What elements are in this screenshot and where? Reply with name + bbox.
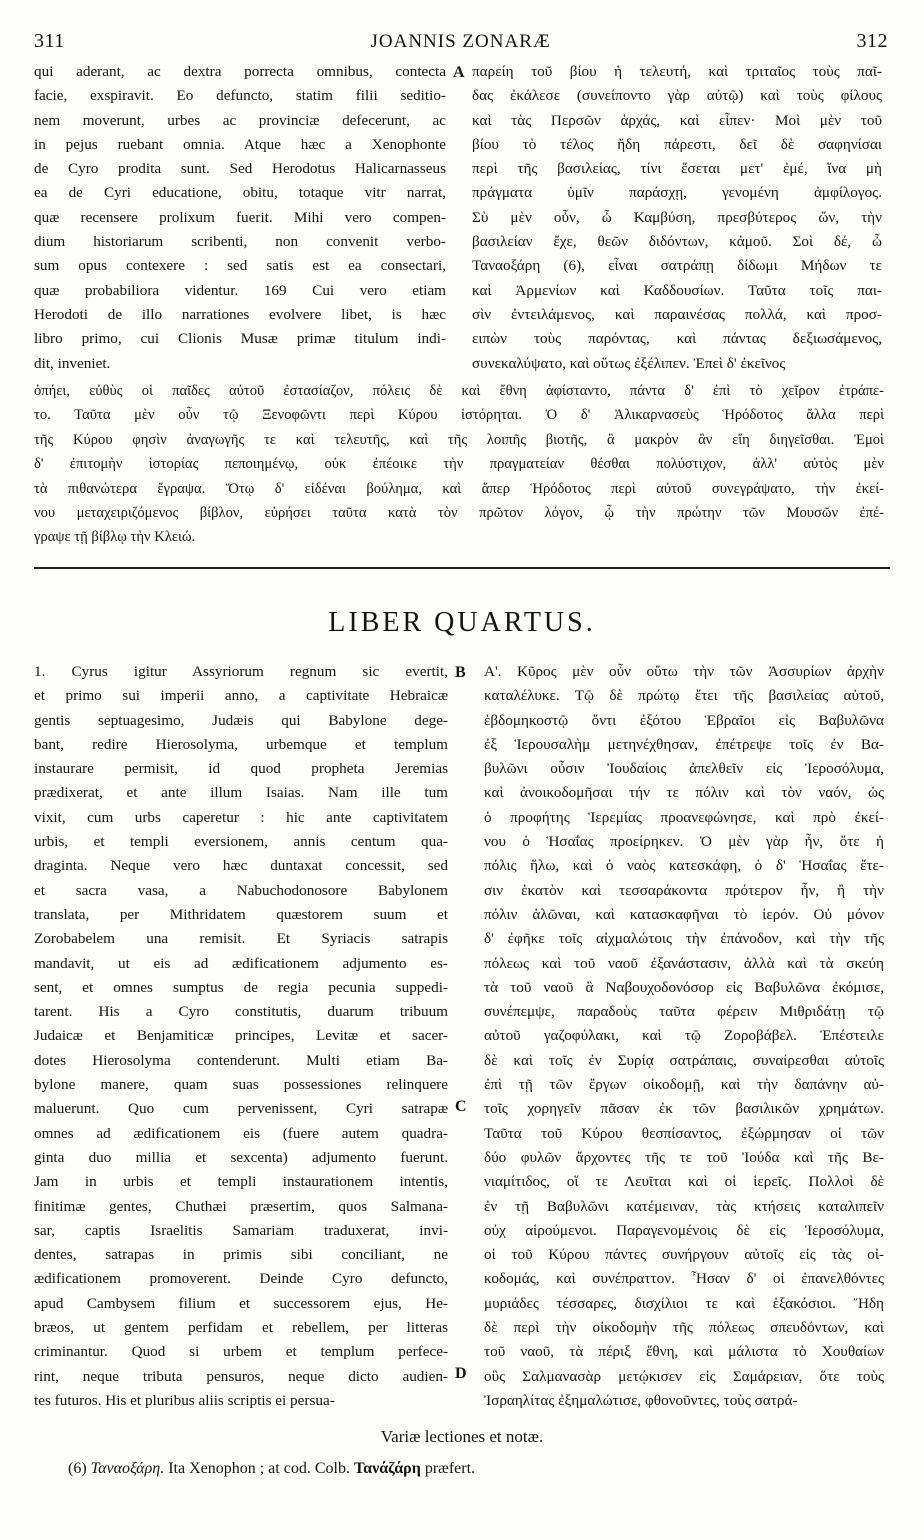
text-line: in pejus ruebant omnia. Atque hæc a Xenophonte [34,135,446,153]
text-line: δὲ περὶ τὴν οἰκοδομὴν τῆς πόλεως σπευδόντων, καὶ [484,1319,884,1337]
text-line: δ' ἐφῆκε τοῖς αἰχμαλώτοις τὴν ἐπάνοδον, καὶ τὴν τῆς [484,930,884,948]
greek-column-lower [484,660,884,1413]
text-line: dotes Hierosolyma contenderunt. Multi etiam Ba- [34,1051,448,1069]
text-line: et sacra vasa, a Nabuchodonosore Babylonem [34,881,448,899]
page-number-left: 311 [34,30,65,52]
text-line: ἑβδομηκοστῷ ὄντι ἐξότου Ἑβραῖοι εἰς Βαβυλῶνα [484,711,884,729]
footnote-text: Ita Xenophon ; at cod. Colb. [168,1460,350,1477]
text-line: draginta. Neque vero hæc duntaxat concessit, sed [34,857,448,875]
text-line: πόλεως καὶ τοῦ ναοῦ ἐξανάστασιν, ἀλλὰ καὶ τὰ σκεύη [484,954,884,972]
text-line: Jam in urbis et templi instaurationem intentis, [34,1173,448,1191]
text-line: τῆς Κύρου φησὶν ἀναγωγῆς τε καὶ τελευτῆς, καὶ τῆς λοιπῆς βιοτῆς, ἃ μακρὸν ἂν εἴη διηγεῖσθαι. Ἐμοὶ [34,431,884,448]
text-line: μυριάδες τέσσαρες, δισχίλιοι τε καὶ ἑξακόσιοι. Ἤδη [484,1294,884,1312]
text-line: de Cyro prodita sunt. Sed Herodotus Halicarnasseus [34,160,446,178]
text-line: σὶν ἐντειλάμενος, καὶ παραινέσας πολλά, καὶ προσ- [472,305,882,323]
text-line: mandavit, ut eis ad ædificationem adjumento es- [34,954,448,972]
text-line: καὶ τὰς Περσῶν ἀρχάς, καὶ εἶπεν· Μοὶ μὲν τοῦ [472,111,882,129]
text-line: criminantur. Quod si urbem et templum perfece- [34,1343,448,1361]
text-line: tarent. His a Cyro constitutis, duarum tribuum [34,1003,448,1021]
text-line: Ταναοξάρη (6), εἶναι σατράπῃ δίδωμι Μήδων τε [472,257,882,275]
text-line: bræos, ut gentem perfidam et rebellem, per litteras [34,1319,448,1337]
text-line: ædificationem promoverent. Deinde Cyro defuncto, [34,1270,448,1288]
footnote-end: præfert. [424,1460,476,1477]
text-line: καὶ Ἀρμενίων καὶ Καδδουσίων. Ταῦτα τοῖς παι- [472,281,882,299]
text-line: sum opus contexere : sed satis est ea consectari, [34,257,446,275]
margin-marker-c: C [455,1098,467,1115]
text-line: δὲ καὶ τοῖς ἐν Συρίᾳ σατράπαις, συναίρεσθαι αὐτοῖς [484,1051,884,1069]
text-line: sar, captis Israelitis Samariam traduxerat, invi- [34,1221,448,1239]
text-line: συνέπεμψε, παραδοὺς ταῦτα φέρειν Μιθριδάτῃ τῷ [484,1003,884,1021]
text-line: quæ recensere prolixum fuerit. Mihi vero compen- [34,208,446,226]
text-line: ἐπὶ τῇ τῶν ἔργων οἰκοδομῇ, καὶ τὴν δαπάνην αὐ- [484,1076,884,1094]
text-line: ἐξ Ἱερουσαλὴμ μετηνέχθησαν, ἐπέτρεψε τοῖς ἐν Βα- [484,735,884,753]
text-line: νου μεταχειριζόμενος βίβλον, εὑρήσει ταῦτα κατὰ τὸν πρῶτον λόγον, ᾧ τὴν πρώτην τῶν Μουσῶν ἐπέ- [34,504,884,521]
text-line: γραψε τῇ βίβλῳ τὴν Κλειώ. [34,529,196,546]
running-title: JOANNIS ZONARÆ [370,31,551,52]
text-line: Σὺ μὲν οὖν, ὦ Καμβύση, πρεσβύτερος ὤν, τὴν [472,208,882,226]
text-line: quæ probabiliora videntur. 169 Cui vero etiam [34,281,446,299]
text-line: παρείη τοῦ βίου ἡ τελευτή, καὶ τριταῖος τοὺς παῖ- [472,63,882,80]
text-line: nem moverunt, urbes ac provinciæ defecerunt, ac [34,111,446,129]
text-line: prædixerat, et ante illum Isaias. Nam ille tum [34,784,448,802]
margin-marker-a: A [453,64,465,81]
footnote [68,1460,475,1478]
text-line: apud Cambysem filium et successorem ejus, He- [34,1294,448,1312]
text-line: omnes ad ædificationem eis (fuere autem quadra- [34,1124,448,1142]
text-line: τὰ τοῦ ναοῦ ἃ Ναβουχοδονόσορ εἰς Βαβυλῶνα ἐκόμισε, [484,978,884,996]
text-line: ἐν τῇ Βαβυλῶνι κατέμειναν, τὰς κτήσεις καταλιπεῖν [484,1197,884,1215]
footnote-variant: Τανάζάρη [353,1460,421,1477]
text-line: τοῖς χορηγεῖν πᾶσαν ἐκ τῶν βασιλικῶν χρημάτων. [484,1100,884,1118]
running-header [34,30,888,56]
text-line: 1. Cyrus igitur Assyriorum regnum sic evertit, [34,663,448,680]
text-line: συνεκαλύψατο, καὶ οὕτως ἐξέλιπεν. Ἐπεὶ δ' ἐκεῖνος [472,354,786,372]
text-line: Zorobabelem una remisit. Et Syriacis satrapis [34,930,448,948]
text-line: το. Ταῦτα μὲν οὖν τῷ Ξενοφῶντι περὶ Κύρου ἱστόρηται. Ὁ δ' Ἀλικαρνασεὺς Ἡρόδοτος ἄλλα περὶ [34,407,884,424]
text-line: βασιλείαν ἔχε, θεῶν διδόντων, κἀμοῦ. Σοὶ δέ, ὦ [472,233,882,251]
text-line: qui aderant, ac dextra porrecta omnibus, contecta [34,63,446,80]
text-line: οὐχ αἱρούμενοι. Παραγενομένοις δὲ εἰς Ἱεροσόλυμα, [484,1221,884,1239]
text-line: Ταῦτα τοῦ Κύρου θεσπίσαντος, ἐξώρμησαν οἱ τῶν [484,1124,884,1142]
text-line: ὁ προφήτης Ἱερεμίας προανεφώνησε, καὶ πρὸ ἐκεί- [484,808,884,826]
text-line: urbis, et templi eversionem, annis centum qua- [34,833,448,851]
text-line: dentes, satrapas in primis sibi conciliant, ne [34,1246,448,1264]
footnote-number: (6) [68,1460,87,1477]
text-line: Ἰσραηλίτας ἐξημαλώτισε, φθονοῦντες, τοὺς σατρά- [484,1391,798,1409]
text-line: κοδομάς, καὶ συνέπραττον. Ἦσαν δ' οἱ ἐπανελθόντες [484,1270,884,1288]
text-line: bant, redire Hierosolyma, urbemque et templum [34,735,448,753]
text-line: instaurare permisit, id quod propheta Jeremias [34,760,448,778]
text-line: πράγματα ὑμῖν παράσχῃ, γενομένη ἀμφίλογος. [472,184,882,202]
text-line: δ' ἐπιτομὴν ἱστορίας πεποιημένῳ, οὐκ ἐπέοικε τὴν πραγματείαν θέσθαι πολύστιχον, ἀλλ' αὐτὸς μὲν [34,456,884,473]
text-line: translata, per Mithridatem quæstorem suum et [34,905,448,923]
text-line: αὐτοῦ γαζοφύλακι, καὶ τῷ Ζοροβάβελ. Ἐπέστειλε [484,1027,884,1045]
text-line: οὓς Σαλμανασὰρ μετῴκισεν εἰς Σαμάρειαν, ὅτε τοὺς [484,1367,884,1385]
text-line: Judaicæ et Benjamiticæ principes, Levitæ et sacer- [34,1027,448,1045]
text-line: facie, exspiravit. Eo defuncto, statim filii seditio- [34,87,446,105]
text-line: τὰ πιθανώτερα ἔγραψα. Ὅτῳ δ' εἰδέναι βούλημα, καὶ ἅπερ Ἡρόδοτος περὶ αὐτοῦ συνεγράψατο, τὴν ἐκεί- [34,480,884,497]
text-line: sent, et omnes sumptus de regia pecunia suppedi- [34,978,448,996]
page-number-right: 312 [856,30,888,52]
text-line: νου ὁ Ἡσαΐας προείρηκεν. Ὁ μὲν γὰρ ἦν, ὅτε ἡ [484,833,884,851]
text-line: πόλιν ἁλῶναι, καὶ κατασκαφῆναι τὸ ἱερόν. Οὐ μόνον [484,905,884,923]
text-line: Α'. Κῦρος μὲν οὖν οὕτω τὴν τῶν Ἀσσυρίων ἀρχὴν [484,663,884,680]
section-divider [34,567,890,569]
text-line: τοῦ ναοῦ, τὰ πέριξ ἔθνη, καὶ μάλιστα τὸ Χουθαίων [484,1343,884,1361]
margin-marker-b: B [455,664,466,681]
text-line: καταλέλυκε. Τῷ δὲ πρώτῳ ἔτει τῆς βασιλείας αὐτοῦ, [484,687,884,705]
text-line: dium historiarum scribenti, non convenit verbo- [34,233,446,251]
text-line: finitimæ gentes, Chuthæi præsertim, quos Salmana- [34,1197,448,1215]
text-line: καὶ ἀνοικοδομῆσαι τήν τε πόλιν καὶ τὸν ναόν, ὡς [484,784,884,802]
text-line: νιαμίτιδος, οἵ τε Λευῖται καὶ οἱ ἱερεῖς. Πολλοὶ δὲ [484,1173,884,1191]
text-line: dit, inveniet. [34,354,111,372]
text-line: ea de Cyri educatione, obitu, totaque vitr narrat, [34,184,446,202]
text-line: βίου τὸ τέλος ἤδη πάρεστι, δεῖ δὲ σαφηνίσαι [472,135,882,153]
notes-heading: Variæ lectiones et notæ. [380,1427,544,1446]
text-line: δας ἐκάλεσε (συνείποντο γὰρ αὐτῷ) καὶ τοὺς φίλους [472,87,882,105]
text-line: περὶ τῆς βασιλείας, τίνι ἔσεται μετ' ἐμέ, ἵνα μὴ [472,160,882,178]
text-line: maluerunt. Quo cum pervenissent, Cyri satrapæ [34,1100,448,1118]
text-line: libro primo, cui Clionis Musæ primæ titulum indi- [34,330,446,348]
text-line: οἱ τοῦ Κύρου πάντες συνήργουν αὐτοῖς εἰς τὰς οἰ- [484,1246,884,1264]
greek-full-width-text [34,379,884,550]
text-line: πόλις ἥλω, καὶ ὁ ναὸς κατεσκάφη, ὁ δ' Ἡσαΐας ἔτε- [484,857,884,875]
text-line: vixit, cum urbs caperetur : hic ante captivitatem [34,808,448,826]
footnote-lemma: Ταναοξάρη. [90,1460,165,1477]
text-line: rint, neque tributa pensuros, neque dicto audien- [34,1367,448,1385]
book-title: LIBER QUARTUS. [328,607,596,638]
margin-marker-d: D [455,1365,467,1382]
latin-column-top [34,60,446,376]
text-line: ginta duo millia et sexcenta) adjumento fuerunt. [34,1148,448,1166]
text-line: tes futuros. His et pluribus aliis scriptis ei persua- [34,1391,335,1409]
greek-column-top [472,60,882,376]
text-line: Herodoti de illo narrationes evolvere libet, is hæc [34,305,446,323]
text-line: ειπὼν τοὺς παρόντας, καὶ πάντας δεξιωσάμενος, [472,330,882,348]
text-line: δύο φυλῶν ἄρχοντες τῆς τε τοῦ Ἰούδα καὶ τῆς Βε- [484,1148,884,1166]
text-line: et primo sui imperii anno, a captivitate Hebraicæ [34,687,448,705]
text-line: ὀπήει, εὐθὺς οἱ παῖδες αὐτοῦ ἐστασίαζον, πόλεις δὲ καὶ ἔθνη ἀφίσταντο, πάντα δ' ἐπὶ τὸ χεῖρον ἐτράπε- [34,383,884,399]
text-line: βυλῶνι οὖσιν Ἰουδαίοις ἀπελθεῖν εἰς Ἱεροσόλυμα, [484,760,884,778]
text-line: σιν ἑκατὸν καὶ τεσσαράκοντα πρότερον ἦν, ἢ τὴν [484,881,884,899]
text-line: bylone manere, quam suas possessiones relinquere [34,1076,448,1094]
latin-column-lower [34,660,448,1413]
text-line: gentis septuagesimo, Judæis qui Babylone dege- [34,711,448,729]
